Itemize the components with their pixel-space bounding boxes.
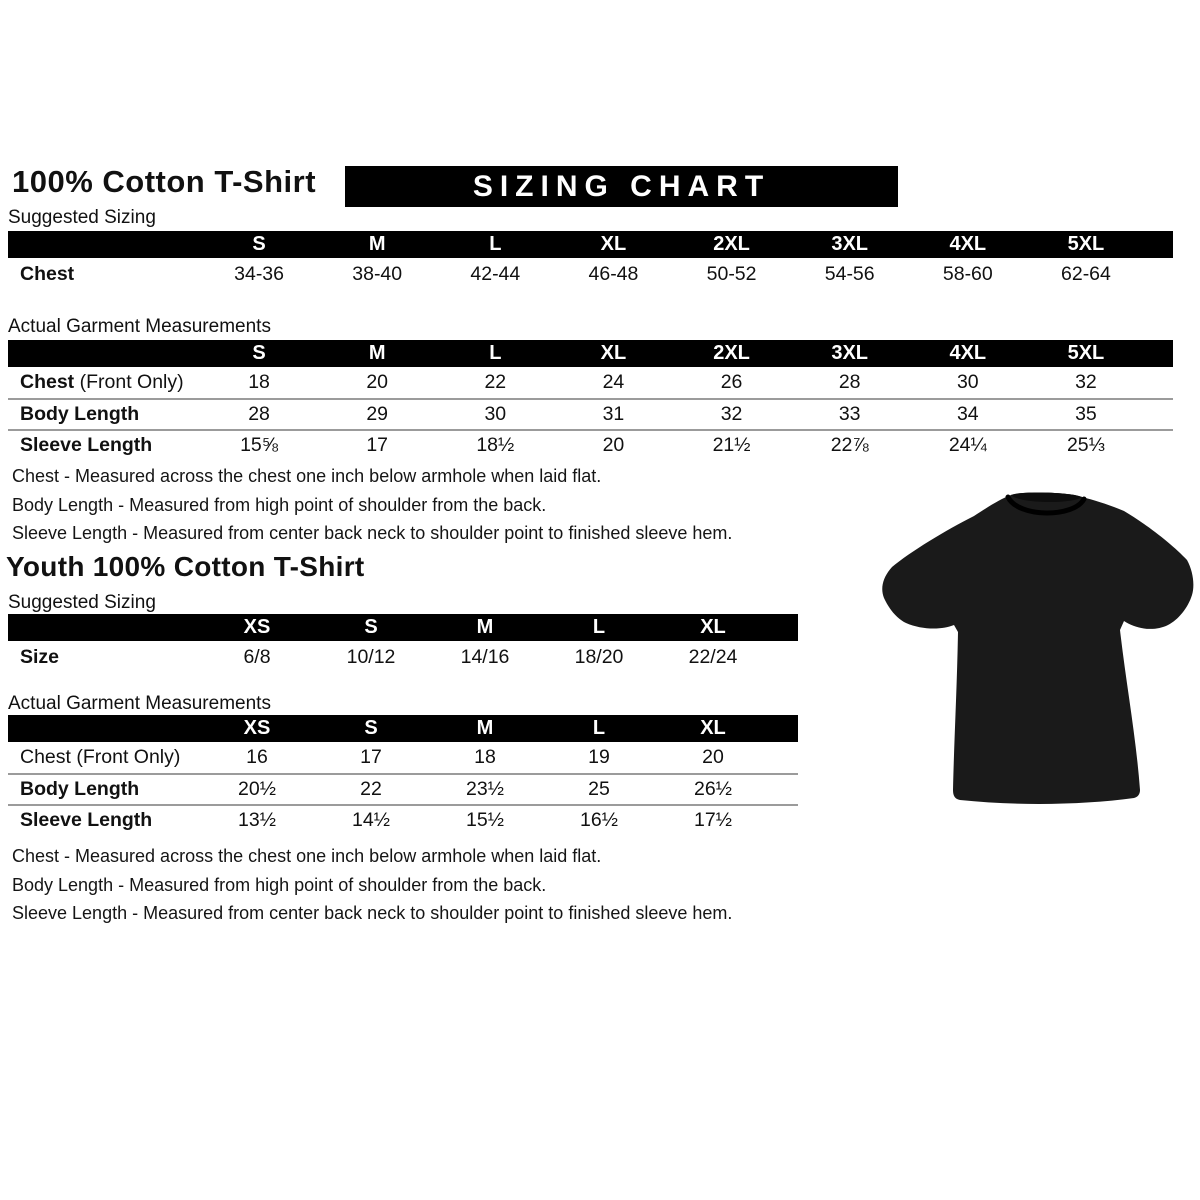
youth-suggested-table [8,614,798,674]
cell: 58-60 [942,263,993,285]
note-body-length: Body Length - Measured from high point of shoulder from the back. [12,874,547,895]
cell: 14/16 [460,646,510,668]
cell: 32 [720,403,743,425]
row-label: Chest [20,263,75,285]
youth-suggested-sizing-label: Suggested Sizing [8,592,156,613]
cell: 62-64 [1061,263,1111,285]
cell: 35 [1075,403,1097,425]
cell: 30 [956,371,979,393]
cell: 28 [248,403,270,425]
youth-actual-table [8,715,798,835]
cell: 6/8 [243,646,271,668]
note-sleeve-length: Sleeve Length - Measured from center back neck to shoulder point to finished sleeve hem. [12,523,733,543]
cell: 30 [484,403,507,425]
row-label: Chest (Front Only) [20,371,184,393]
cell: 34-36 [234,263,284,285]
cell: 15½ [466,809,504,831]
size-header: 4XL [949,233,987,255]
size-header: 5XL [1067,233,1105,255]
cell: 18½ [476,434,515,456]
note-sleeve-length: Sleeve Length - Measured from center back neck to shoulder point to finished sleeve hem. [12,903,733,923]
youth-measurement-notes [12,842,732,928]
size-header: XS [243,717,271,739]
cell: 32 [1075,371,1097,393]
youth-size-row [8,641,798,674]
size-header: S [252,342,266,364]
adult-suggested-sizing-label: Suggested Sizing [8,207,156,228]
size-header: 4XL [949,342,987,364]
cell: 26 [720,371,743,393]
size-header: L [592,717,606,739]
adult-chest-suggested-row [8,258,1173,291]
cell: 19 [588,746,610,768]
cell: 29 [366,403,389,425]
cell: 50-52 [706,263,757,285]
adult-suggested-table [8,231,1173,291]
cell: 54-56 [824,263,875,285]
cell: 26½ [694,778,732,800]
adult-suggested-header-row [8,231,1173,258]
row-label: Size [20,646,60,668]
size-header: XL [700,616,726,638]
size-header: L [592,616,606,638]
size-header: XL [600,233,627,255]
size-header: 2XL [713,342,750,364]
cell: 16½ [580,809,618,831]
cell: 42-44 [470,263,521,285]
tshirt-body-shape [882,493,1193,804]
adult-chest-row [8,367,1173,398]
cell: 22 [484,371,507,393]
cell: 17½ [694,809,732,831]
sizing-chart-banner [345,166,898,207]
cell: 16 [246,746,268,768]
page-title: 100% Cotton T-Shirt [12,164,317,199]
note-chest: Chest - Measured across the chest one inch below armhole when laid flat. [12,466,602,486]
youth-actual-measurements-label: Actual Garment Measurements [8,693,271,714]
cell: 23½ [466,778,504,800]
cell: 21½ [712,434,751,456]
cell: 17 [360,746,382,768]
cell: 20 [602,434,625,456]
cell: 25⅓ [1066,434,1105,456]
row-label: Chest (Front Only) [20,746,181,768]
size-header: L [489,342,502,364]
adult-actual-table [8,340,1173,460]
cell: 14½ [352,809,390,831]
cell: 15⅝ [240,434,279,456]
adult-measurement-notes [12,462,732,548]
youth-chest-row [8,742,798,773]
youth-sleeve-length-row [8,804,798,835]
youth-body-length-row [8,773,798,804]
size-header: XL [700,717,726,739]
cell: 33 [838,403,861,425]
cell: 20 [702,746,724,768]
note-body-length: Body Length - Measured from high point of shoulder from the back. [12,494,547,515]
size-header: L [489,233,502,255]
cell: 22/24 [688,646,738,668]
cell: 22 [360,778,382,800]
row-label: Body Length [20,778,140,800]
size-header: M [476,616,494,638]
size-header: S [252,233,266,255]
size-header: 2XL [713,233,750,255]
adult-actual-header-row [8,340,1173,367]
cell: 13½ [238,809,276,831]
size-header: S [364,717,378,739]
cell: 10/12 [346,646,396,668]
cell: 18/20 [574,646,624,668]
cell: 18 [248,371,270,393]
youth-section-title: Youth 100% Cotton T-Shirt [6,551,365,582]
cell: 28 [838,371,861,393]
cell: 24 [602,371,625,393]
size-header: 5XL [1067,342,1105,364]
size-header: S [364,616,378,638]
adult-sleeve-length-row [8,429,1173,460]
youth-suggested-header-row [8,614,798,641]
cell: 38-40 [352,263,403,285]
size-header: XL [600,342,627,364]
size-header: 3XL [831,342,869,364]
cell: 22⅞ [830,434,869,456]
cell: 31 [602,403,625,425]
cell: 18 [474,746,496,768]
row-label: Body Length [20,403,140,425]
cell: 34 [956,403,979,425]
sizing-chart-banner-text: SIZING CHART [472,169,771,203]
note-chest: Chest - Measured across the chest one inch below armhole when laid flat. [12,846,602,866]
black-tshirt-image [878,478,1200,818]
adult-actual-measurements-label: Actual Garment Measurements [8,316,271,337]
cell: 46-48 [588,263,639,285]
cell: 20 [366,371,389,393]
youth-actual-header-row [8,715,798,742]
size-header: M [476,717,494,739]
size-header: M [368,233,386,255]
cell: 20½ [238,778,276,800]
size-header: XS [243,616,271,638]
cell: 17 [366,434,389,456]
adult-body-length-row [8,398,1173,429]
row-label: Sleeve Length [20,434,153,456]
cell: 24¼ [948,434,987,456]
cell: 25 [588,778,610,800]
size-header: M [368,342,386,364]
row-label: Sleeve Length [20,809,153,831]
size-header: 3XL [831,233,869,255]
